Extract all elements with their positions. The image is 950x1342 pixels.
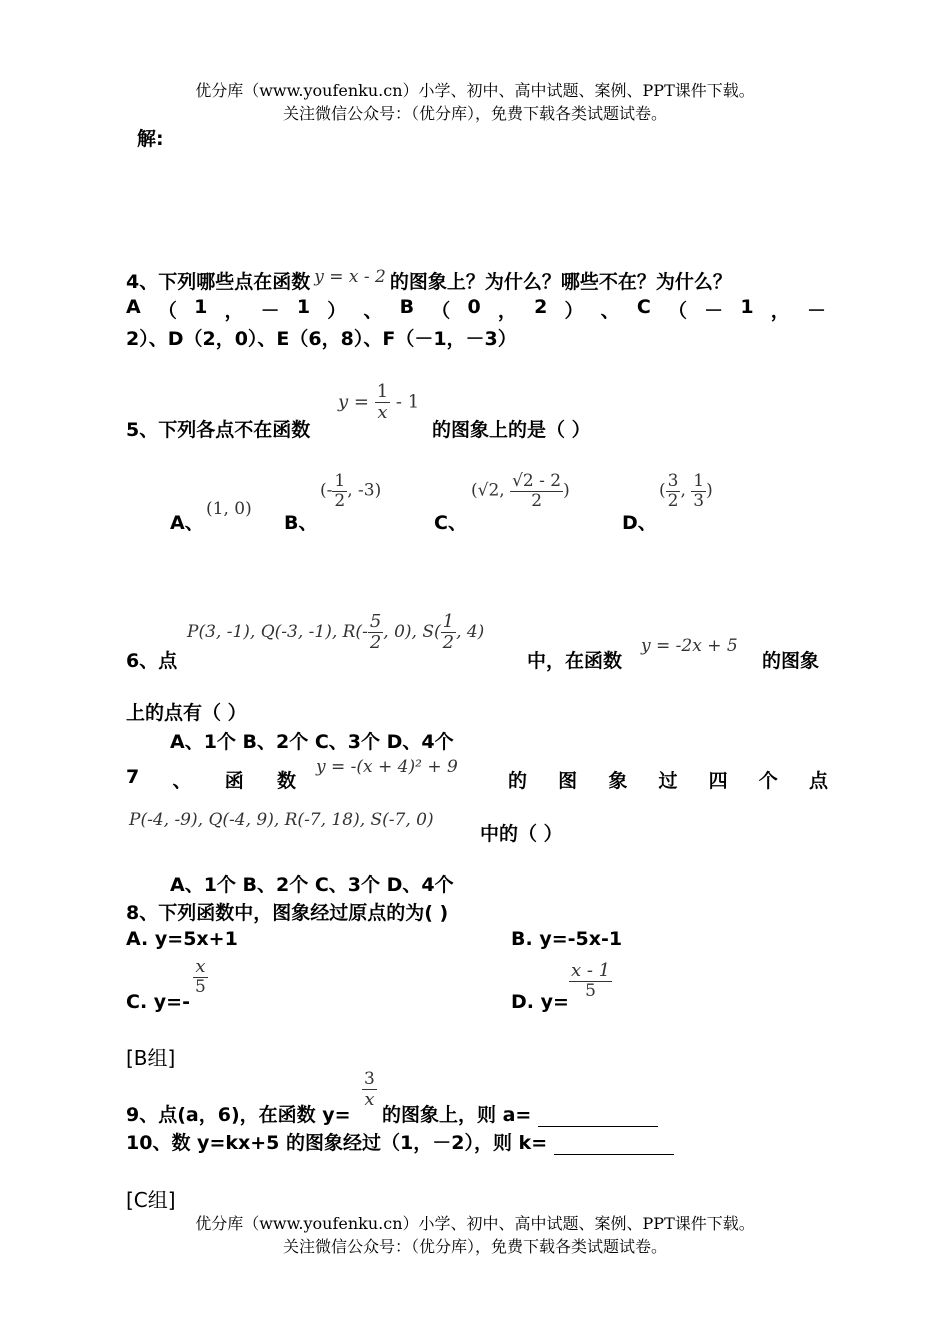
q8-option-b: B. y=-5x-1 xyxy=(511,928,623,950)
q8-c-fraction xyxy=(193,957,208,996)
q4-line-2-char: ） xyxy=(327,300,347,322)
q4-stem-post: 的图象上？为什么？哪些不在？为什么？ xyxy=(389,271,732,293)
q7-stem-2-char: 的 xyxy=(508,770,528,792)
q8-option-d-pre: D. y= xyxy=(511,991,569,1013)
q5-stem-post: 的图象上的是（ ） xyxy=(432,419,591,441)
q6-stem-pre: 6、点 xyxy=(126,650,178,672)
solution-label: 解: xyxy=(137,128,164,150)
q5-formula xyxy=(338,382,419,423)
q7-stem-2-char: 图 xyxy=(558,770,578,792)
q7-stem-post: 中的（ ） xyxy=(480,823,563,845)
q7-stem-1-char: 7 xyxy=(126,766,140,788)
q8-option-a: A. y=5x+1 xyxy=(126,928,238,950)
q10-text: 10、数 y=kx+5 的图象经过（1，－2），则 k= xyxy=(126,1132,548,1154)
q6-formula: y = -2x + 5 xyxy=(641,636,738,656)
q9-post-text: 的图象上，则 a= xyxy=(382,1104,532,1126)
q5-formula-rhs: - 1 xyxy=(395,391,420,413)
q10-stem xyxy=(126,1128,674,1155)
q9-fraction xyxy=(362,1070,377,1109)
q8-c-num: x xyxy=(193,957,208,978)
q7-stem-2-char: 四 xyxy=(708,770,728,792)
q5-d-den-2: 3 xyxy=(693,490,705,511)
q8-option-c-fraction xyxy=(193,957,208,996)
q10-answer-blank[interactable] xyxy=(554,1136,674,1155)
q6-r-den: 2 xyxy=(369,631,382,653)
q8-stem: 8、下列函数中，图象经过原点的为( ) xyxy=(126,902,449,924)
q9-post xyxy=(382,1100,658,1127)
q4-line-2-char: ， xyxy=(224,300,244,322)
q6-s-den: 2 xyxy=(442,631,455,653)
q9-stem xyxy=(126,1100,351,1127)
footer-line-1: 优分库（www.youfenku.cn）小学、初中、高中试题、案例、PPT课件下载。 xyxy=(195,1214,755,1233)
q4-line-2-char: A xyxy=(126,296,141,318)
q7-stem-2-char: 象 xyxy=(608,770,628,792)
group-c-heading: [C组] xyxy=(126,1188,176,1212)
q5-c-pre: (√2, xyxy=(471,480,511,501)
q6-r-num: 5 xyxy=(369,611,382,632)
q6-points-a: P(3, -1), Q(-3, -1), R(- xyxy=(187,621,368,642)
q5-option-d-math xyxy=(659,472,713,510)
q7-stem-2-char: 点 xyxy=(808,770,828,792)
q5-d-post: ) xyxy=(706,480,713,501)
q7-stem-2-char: 过 xyxy=(658,770,678,792)
q6-points-c: , 4) xyxy=(456,621,485,642)
q4-line-2-char: － xyxy=(806,300,826,322)
q8-d-num: x - 1 xyxy=(571,960,611,981)
footer-line-2: 关注微信公众号：（优分库），免费下载各类试题试卷。 xyxy=(282,1237,667,1256)
q6-s-num: 1 xyxy=(442,611,455,632)
q5-c-num: √2 - 2 xyxy=(512,471,562,491)
q4-line-2-char: 、 xyxy=(600,300,620,322)
q7-stem-part-1 xyxy=(126,766,296,793)
q8-d-den: 5 xyxy=(585,980,596,1001)
q7-points: P(-4, -9), Q(-4, 9), R(-7, 18), S(-7, 0) xyxy=(129,810,434,830)
q4-line-2-char: B xyxy=(399,296,415,318)
q8-option-c-pre: C. y=- xyxy=(126,991,190,1013)
q4-line-2-char: 1 xyxy=(194,296,208,318)
q5-c-fraction xyxy=(510,472,563,510)
q5-formula-lhs: y = xyxy=(338,391,369,413)
q7-stem-1-char: 函 xyxy=(224,770,244,792)
q5-formula-fraction xyxy=(375,382,390,423)
q9-pre: 9、点(a，6)，在函数 y= xyxy=(126,1104,351,1126)
q7-stem-part-2 xyxy=(508,766,828,793)
q6-mid: 中，在函数 xyxy=(527,650,623,672)
q5-option-c-math xyxy=(471,472,570,510)
q4-line-2-char: 0 xyxy=(467,296,481,318)
q4-line-2-char: （ xyxy=(667,300,687,322)
q5-frac-num: 1 xyxy=(376,381,389,402)
q4-line-2-char: 1 xyxy=(296,296,311,318)
q4-line-2-char: － xyxy=(260,300,280,322)
q5-c-post: ) xyxy=(563,480,570,501)
q4-line-2-char: ， xyxy=(497,300,517,322)
q5-d-fraction-1 xyxy=(666,472,681,510)
q6-points xyxy=(187,612,484,653)
q9-num: 3 xyxy=(364,1069,375,1089)
q4-line-2-char: C xyxy=(636,296,651,318)
q5-c-den: 2 xyxy=(531,490,543,511)
q4-formula: y = x - 2 xyxy=(314,267,386,287)
q5-option-d-label: D、 xyxy=(622,512,657,534)
q4-line-2 xyxy=(126,296,826,323)
q7-stem-1-char: 、 xyxy=(172,770,192,792)
q8-option-d-fraction xyxy=(569,961,612,1000)
q5-b-pre: (- xyxy=(320,480,333,501)
group-b-heading: [B组] xyxy=(126,1046,176,1070)
q4-line-2-char: 、 xyxy=(363,300,383,322)
q6-options: A、1个 B、2个 C、3个 D、4个 xyxy=(170,731,454,753)
q7-stem-1-char: 数 xyxy=(276,770,296,792)
q6-line-2: 上的点有（ ） xyxy=(126,702,247,724)
q4-line-2-char: （ xyxy=(157,300,177,322)
q5-b-num: 1 xyxy=(334,471,346,491)
q5-option-a-label: A、 xyxy=(170,512,204,534)
q5-stem-pre: 5、下列各点不在函数 xyxy=(126,419,311,441)
q6-s-fraction xyxy=(441,612,456,653)
q4-stem xyxy=(126,267,732,294)
q4-stem-pre: 4、下列哪些点在函数 xyxy=(126,271,311,293)
q7-options: A、1个 B、2个 C、3个 D、4个 xyxy=(170,874,454,896)
q7-formula: y = -(x + 4)² + 9 xyxy=(316,757,458,777)
q5-d-pre: ( xyxy=(659,480,666,501)
q5-b-fraction xyxy=(332,472,347,510)
q4-line-2-char: ， xyxy=(770,300,790,322)
q5-d-num-2: 1 xyxy=(693,471,705,491)
q5-option-b-label: B、 xyxy=(284,512,318,534)
q4-line-2-char: － xyxy=(704,300,724,322)
q4-line-2-char: 2 xyxy=(534,296,548,318)
q4-line-2-char: 1 xyxy=(740,296,754,318)
q4-line-3: 2）、D（2，0）、E（6，8）、F（－1，－3） xyxy=(126,328,517,350)
q9-den: x xyxy=(364,1088,375,1110)
q6-stem-post: 的图象 xyxy=(762,650,820,672)
q5-d-fraction-2 xyxy=(691,472,706,510)
q5-d-mid: , xyxy=(680,480,692,501)
q5-d-num-1: 3 xyxy=(667,471,679,491)
header-line-2: 关注微信公众号：（优分库），免费下载各类试题试卷。 xyxy=(282,104,667,123)
header-line-1: 优分库（www.youfenku.cn）小学、初中、高中试题、案例、PPT课件下载。 xyxy=(195,81,755,100)
q5-frac-den: x xyxy=(377,401,388,423)
q5-option-b-math xyxy=(320,472,381,510)
q5-option-a-math: (1, 0) xyxy=(206,499,252,519)
q8-d-fraction xyxy=(569,961,612,1000)
q9-frac xyxy=(362,1070,377,1109)
q5-b-den: 2 xyxy=(334,490,346,511)
q6-points-b: , 0), S( xyxy=(383,621,441,642)
q5-d-den-1: 2 xyxy=(667,490,679,511)
q4-line-2-char: ） xyxy=(564,300,584,322)
q5-option-c-label: C、 xyxy=(434,512,467,534)
q7-stem-2-char: 个 xyxy=(758,770,778,792)
q6-r-fraction xyxy=(368,612,383,653)
q4-line-2-char: （ xyxy=(431,300,451,322)
q9-answer-blank[interactable] xyxy=(538,1108,658,1127)
q8-c-den: 5 xyxy=(195,976,206,997)
q5-b-post: , -3) xyxy=(347,480,382,501)
